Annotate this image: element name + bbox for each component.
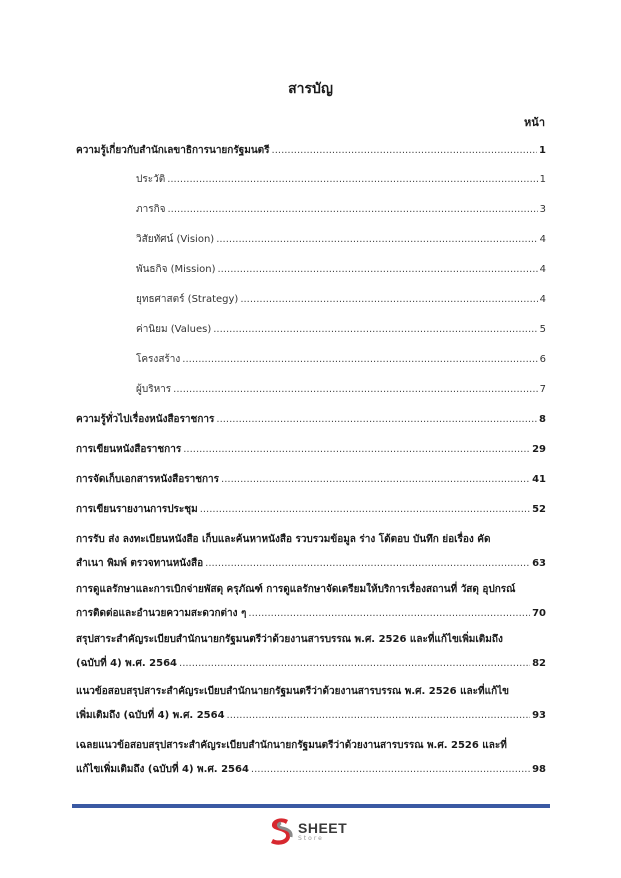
- toc-entry-title: การเขียนรายงานการประชุม: [76, 504, 198, 515]
- toc-entry-title: พันธกิจ (Mission): [136, 264, 216, 275]
- toc-entry[interactable]: [76, 528, 546, 576]
- leader-dots: [218, 258, 538, 282]
- toc-subentry[interactable]: [136, 258, 546, 282]
- leader-dots: [272, 139, 538, 163]
- leader-dots: [183, 438, 530, 462]
- toc-entry-title: ยุทธศาสตร์ (Strategy): [136, 294, 239, 305]
- toc-entry-title-line1: การรับ ส่ง ลงทะเบียนหนังสือ เก็บและค้นหาหนังสือ รวบรวมข้อมูล ร่าง โต้ตอบ บันทึก ย่อเรื่อง คัด: [76, 534, 491, 545]
- toc-entry-page: 98: [532, 764, 546, 775]
- toc-entry-page: 52: [532, 504, 546, 515]
- toc-entry-title-line1: แนวข้อสอบสรุปสาระสำคัญระเบียบสำนักนายกรัฐมนตรีว่าด้วยงานสารบรรณ พ.ศ. 2526 และที่แก้ไข: [76, 686, 509, 697]
- sheetstore-logo-icon: [268, 816, 294, 846]
- toc-entry-page: 4: [539, 294, 546, 305]
- toc-entry[interactable]: [76, 468, 546, 492]
- toc-entry-page: 3: [539, 204, 546, 215]
- toc-entry-page: 7: [539, 384, 546, 395]
- toc-entry[interactable]: [76, 498, 546, 522]
- toc-entry-title: การติดต่อและอำนวยความสะดวกต่าง ๆ: [76, 608, 247, 619]
- brand-name: SHEET: [298, 819, 348, 836]
- toc-entry-title: วิสัยทัศน์ (Vision): [136, 234, 215, 245]
- toc-entry-page: 41: [532, 474, 546, 485]
- leader-dots: [205, 552, 530, 576]
- leader-dots: [216, 228, 537, 252]
- toc-subentry[interactable]: [136, 168, 546, 192]
- toc-entry-title: (ฉบับที่ 4) พ.ศ. 2564: [76, 658, 178, 669]
- leader-dots: [213, 318, 537, 342]
- toc-entry[interactable]: [76, 438, 546, 462]
- toc-entry-page: 4: [539, 234, 546, 245]
- toc-subentry[interactable]: [136, 288, 546, 312]
- toc-entry[interactable]: [76, 680, 546, 728]
- toc-subentry[interactable]: [136, 228, 546, 252]
- toc-entry-page: 1: [539, 145, 546, 156]
- toc-entry-title: ประวัติ: [136, 174, 166, 185]
- leader-dots: [248, 602, 530, 626]
- toc-entry-page: 6: [539, 354, 546, 365]
- leader-dots: [168, 198, 538, 222]
- toc-entry-title: การเขียนหนังสือราชการ: [76, 444, 182, 455]
- toc-entry-title: ความรู้ทั่วไปเรื่องหนังสือราชการ: [76, 414, 215, 425]
- toc-entry-page: 29: [532, 444, 546, 455]
- toc-entry-title: การจัดเก็บเอกสารหนังสือราชการ: [76, 474, 220, 485]
- toc-entry-title: ผู้บริหาร: [136, 384, 172, 395]
- footer-divider: [72, 804, 550, 808]
- toc-entry-title-line1: การดูแลรักษาและการเบิกจ่ายพัสดุ ครุภัณฑ์ การดูแลรักษาจัดเตรียมให้บริการเรื่องสถานที่ วัสดุ อุปกรณ์: [76, 584, 516, 595]
- toc-entry-title: เพิ่มเติมถึง (ฉบับที่ 4) พ.ศ. 2564: [76, 710, 225, 721]
- toc-entry[interactable]: [76, 139, 546, 163]
- toc-subentry[interactable]: [136, 348, 546, 372]
- toc-entry[interactable]: [76, 734, 546, 782]
- leader-dots: [173, 378, 537, 402]
- toc-entry-title: ความรู้เกี่ยวกับสำนักเลขาธิการนายกรัฐมนตรี: [76, 145, 270, 156]
- toc-entry[interactable]: [76, 408, 546, 432]
- toc-entry-title: ภารกิจ: [136, 204, 166, 215]
- toc-entry-title: โครงสร้าง: [136, 354, 181, 365]
- toc-entry[interactable]: [76, 628, 546, 676]
- toc-entry-page: 8: [539, 414, 546, 425]
- leader-dots: [227, 704, 531, 728]
- leader-dots: [221, 468, 530, 492]
- toc-entry-title: แก้ไขเพิ่มเติมถึง (ฉบับที่ 4) พ.ศ. 2564: [76, 764, 249, 775]
- page-title: สารบัญ: [288, 81, 333, 97]
- toc-subentry[interactable]: [136, 378, 546, 402]
- toc-entry-page: 93: [532, 710, 546, 721]
- toc-entry-title: สำเนา พิมพ์ ตรวจทานหนังสือ: [76, 558, 204, 569]
- leader-dots: [251, 758, 530, 782]
- toc-entry-title-line1: สรุปสาระสำคัญระเบียบสำนักนายกรัฐมนตรีว่าด้วยงานสารบรรณ พ.ศ. 2526 และที่แก้ไขเพิ่มเติมถึง: [76, 634, 503, 645]
- sheetstore-logo: [268, 815, 364, 847]
- toc-entry-page: 70: [532, 608, 546, 619]
- leader-dots: [216, 408, 537, 432]
- toc-subentry[interactable]: [136, 198, 546, 222]
- toc-entry-page: 82: [532, 658, 546, 669]
- toc-entry-page: 4: [539, 264, 546, 275]
- toc-entry[interactable]: [76, 578, 546, 626]
- toc-entry-page: 5: [539, 324, 546, 335]
- toc-entry-page: 63: [532, 558, 546, 569]
- page-column-header: หน้า: [524, 116, 545, 129]
- leader-dots: [179, 652, 530, 676]
- leader-dots: [182, 348, 537, 372]
- leader-dots: [167, 168, 537, 192]
- toc-entry-title-line1: เฉลยแนวข้อสอบสรุปสาระสำคัญระเบียบสำนักนายกรัฐมนตรีว่าด้วยงานสารบรรณ พ.ศ. 2526 และที่: [76, 740, 507, 751]
- brand-subtitle: Store: [298, 834, 324, 842]
- leader-dots: [200, 498, 530, 522]
- toc-entry-title: ค่านิยม (Values): [136, 324, 212, 335]
- toc-entry-page: 1: [539, 174, 546, 185]
- toc-subentry[interactable]: [136, 318, 546, 342]
- leader-dots: [240, 288, 537, 312]
